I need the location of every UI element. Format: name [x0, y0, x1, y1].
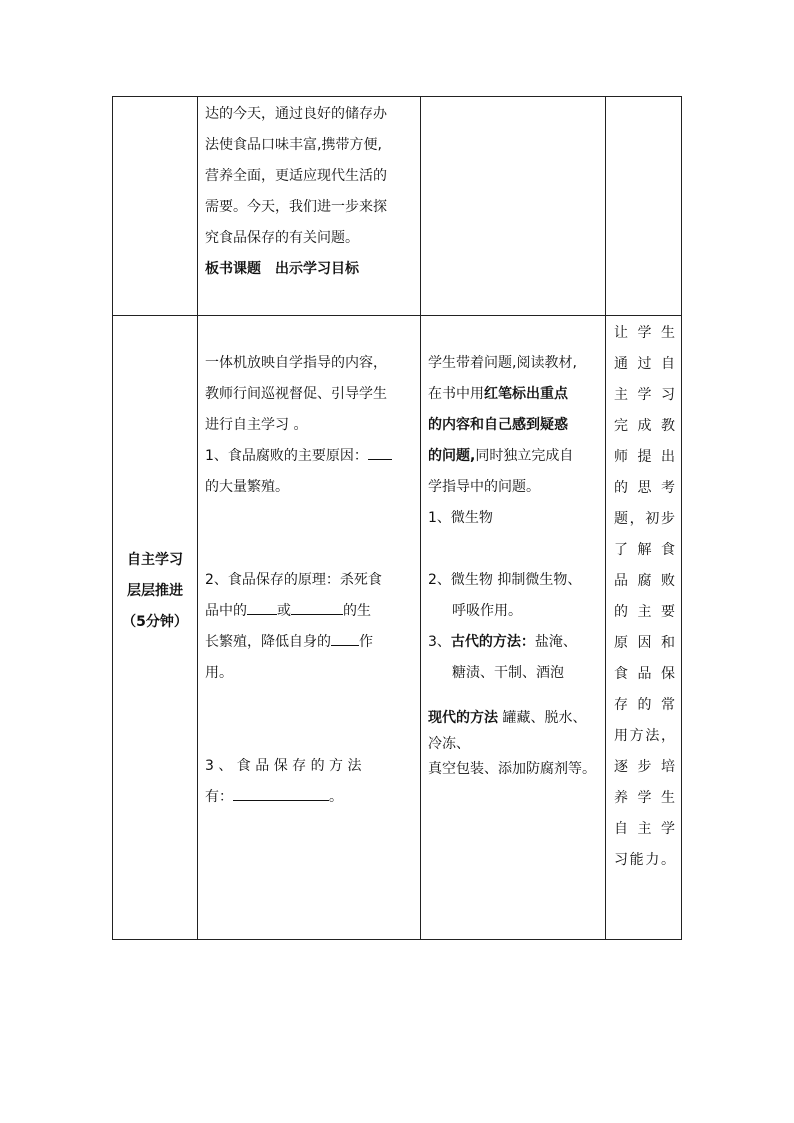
student-intro-line: 学指导中的问题。 — [428, 479, 540, 495]
intent-line: 养 学 生 — [614, 790, 675, 806]
design-intent-cell-empty — [606, 97, 682, 316]
student-activity-cell — [421, 316, 606, 940]
intent-line: 用方法， — [614, 728, 675, 744]
spacer — [428, 689, 599, 703]
modern-methods-heading: 现代的方法 — [428, 710, 498, 726]
question-1-cont: 的大量繁殖。 — [205, 479, 289, 495]
stage-duration: （5分钟） — [122, 613, 188, 630]
question-2-cont — [205, 627, 414, 658]
table-row-self-study — [113, 316, 682, 940]
stage-title-line: 层层推进 — [127, 582, 183, 599]
answer-3-num: 3、 — [428, 634, 451, 650]
modern-methods-text: 罐藏、脱水、 — [498, 710, 587, 726]
intent-line: 通 过 自 — [614, 356, 675, 372]
student-intro-line — [428, 379, 599, 410]
q2-text: 的生 — [343, 603, 371, 619]
spacer — [205, 689, 414, 751]
intent-line: 原 因 和 — [614, 635, 675, 651]
modern-methods-cont: 冷冻、 — [428, 736, 470, 752]
question-3: 3 、 食 品 保 存 的 方 法 — [205, 758, 362, 774]
answer-2-cont: 呼吸作用。 — [452, 603, 522, 619]
modern-methods — [428, 703, 599, 734]
student-emphasis: 红笔标出重点 — [484, 386, 568, 402]
question-1 — [205, 441, 414, 472]
intro-line: 法使食品口味丰富,携带方便, — [205, 137, 382, 153]
q2-text: 长繁殖，降低自身的 — [205, 634, 331, 650]
student-activity-cell-empty — [421, 97, 606, 316]
answer-3 — [428, 627, 599, 658]
teacher-intro-line: 一体机放映自学指导的内容， — [205, 355, 387, 371]
fill-blank — [368, 441, 392, 460]
intent-line: 存 的 常 — [614, 697, 675, 713]
q2-text: 品中的 — [205, 603, 247, 619]
answer-3-cont: 糖渍、干制、酒泡 — [452, 665, 564, 681]
student-intro-line — [428, 441, 599, 472]
intent-line: 品 腐 败 — [614, 573, 675, 589]
intent-line: 主 学 习 — [614, 387, 675, 403]
fill-blank — [331, 627, 359, 646]
student-text: 同时独立完成自 — [475, 448, 574, 464]
q2-text: 作 — [359, 634, 373, 650]
teacher-intro-line: 进行自主学习 。 — [205, 417, 308, 433]
answer-3-heading: 古代的方法： — [450, 634, 535, 650]
teacher-intro-line: 教师行间巡视督促、引导学生 — [205, 386, 387, 402]
intent-line: 的 思 考 — [614, 480, 675, 496]
intro-line: 营养全面，更适应现代生活的 — [205, 168, 387, 184]
answer-1: 1、微生物 — [428, 510, 493, 526]
lesson-plan-table — [112, 96, 682, 940]
intent-line: 完 成 教 — [614, 418, 675, 434]
intent-line: 逐 步 培 — [614, 759, 675, 775]
intent-line: 自 主 学 — [614, 821, 675, 837]
intent-line: 的 主 要 — [614, 604, 675, 620]
q3-text: 。 — [329, 789, 343, 805]
q3-text: 有： — [205, 789, 233, 805]
intent-line: 了 解 食 — [614, 542, 675, 558]
student-emphasis: 的内容和自己感到疑惑 — [428, 417, 568, 433]
answer-2: 2、微生物 抑制微生物、 — [428, 572, 582, 588]
student-text: 在书中用 — [428, 386, 484, 402]
stage-cell — [113, 316, 198, 940]
intent-line: 食 品 保 — [614, 666, 675, 682]
fill-blank — [291, 596, 343, 615]
student-emphasis: 的问题, — [428, 448, 476, 464]
question-1-text: 1、食品腐败的主要原因： — [205, 448, 368, 464]
intro-line: 达的今天，通过良好的储存办 — [205, 106, 387, 122]
student-intro-line: 学生带着问题,阅读教材, — [428, 355, 577, 371]
question-2-cont — [205, 596, 414, 627]
teacher-activity-cell — [198, 316, 421, 940]
fill-blank — [233, 782, 329, 801]
intent-line: 师 提 出 — [614, 449, 675, 465]
stage-title-line: 自主学习 — [127, 551, 183, 568]
stage-cell-empty — [113, 97, 198, 316]
intent-line: 让 学 生 — [614, 325, 675, 341]
answer-3-text: 盐淹、 — [534, 634, 577, 650]
board-title: 板书课题 出示学习目标 — [205, 261, 359, 277]
intro-line: 究食品保存的有关问题。 — [205, 230, 359, 246]
intent-line: 习能力。 — [614, 852, 675, 868]
intent-line: 题，初步 — [614, 511, 675, 527]
teacher-activity-cell — [198, 97, 421, 316]
fill-blank — [247, 596, 277, 615]
spacer — [428, 534, 599, 565]
intro-line: 需要。今天，我们进一步来探 — [205, 199, 387, 215]
question-3-cont — [205, 782, 414, 813]
design-intent-cell — [606, 316, 682, 940]
question-2-cont: 用。 — [205, 665, 233, 681]
spacer — [205, 503, 414, 565]
modern-methods-cont: 真空包装、添加防腐剂等。 — [428, 761, 596, 777]
question-2: 2、食品保存的原理：杀死食 — [205, 572, 382, 588]
table-row-intro — [113, 97, 682, 316]
q2-text: 或 — [277, 603, 291, 619]
